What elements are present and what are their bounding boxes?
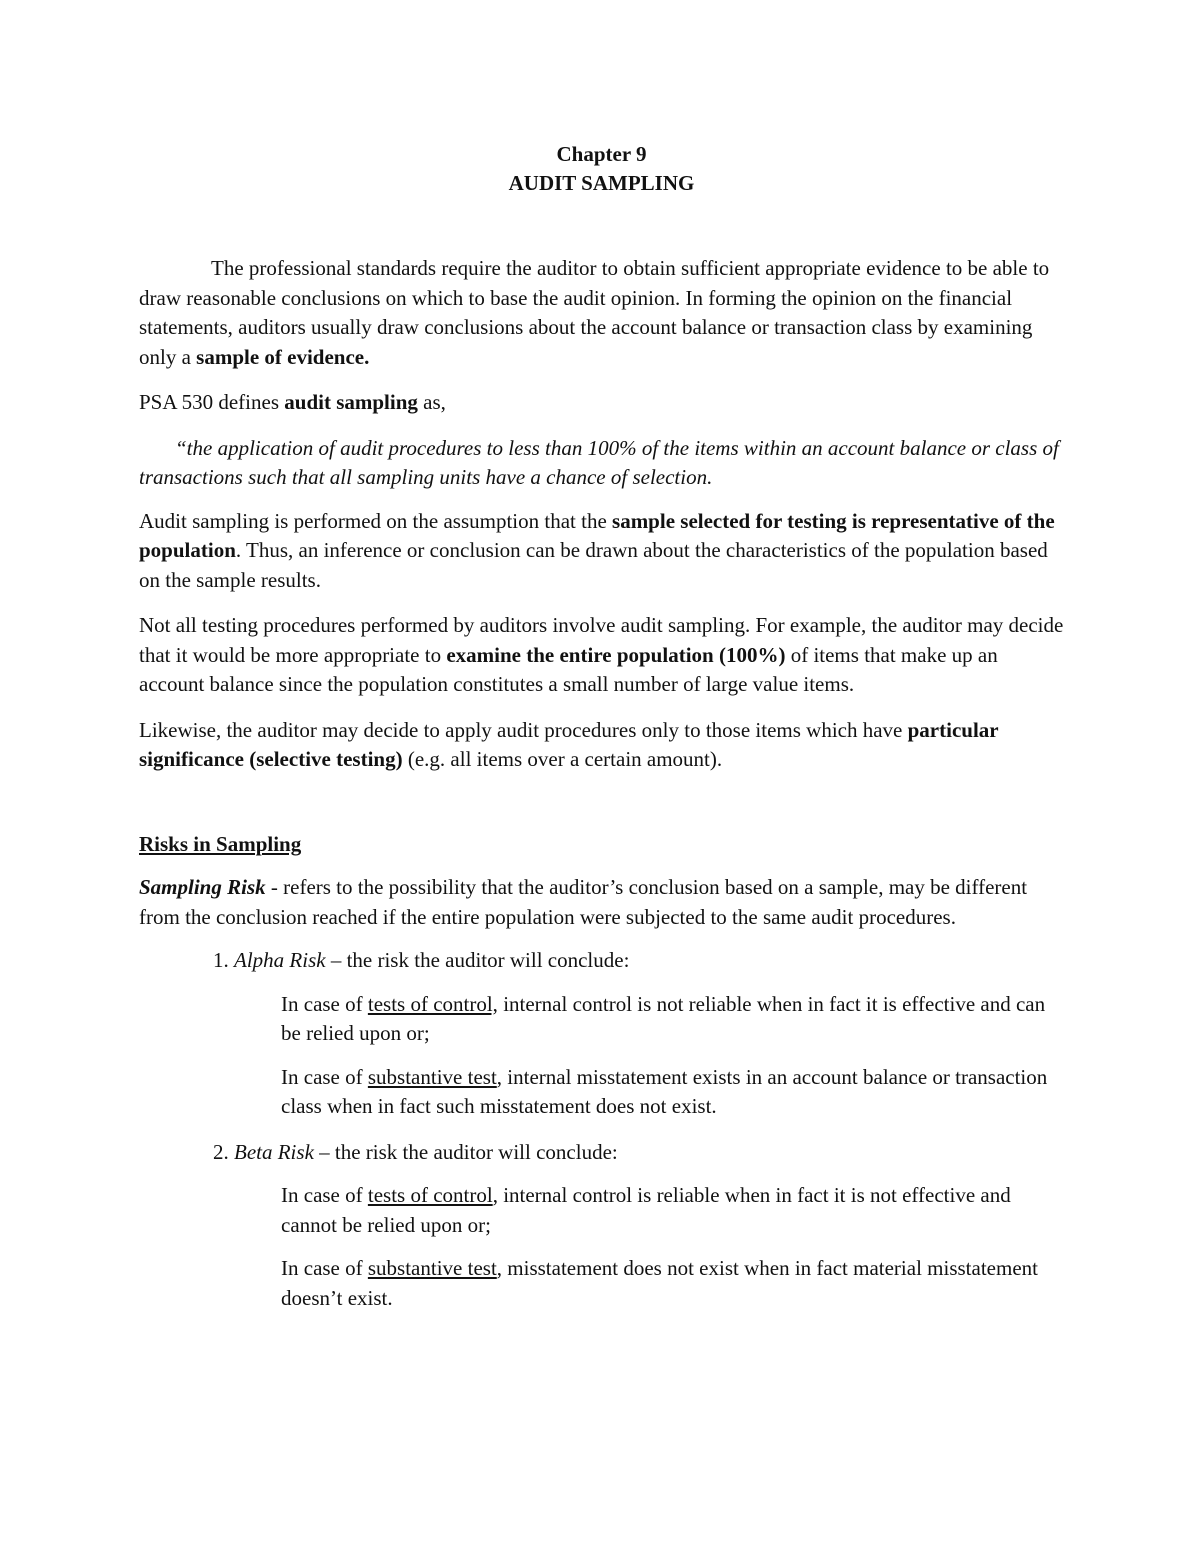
risks-heading: Risks in Sampling (139, 831, 302, 856)
chapter-title: AUDIT SAMPLING (508, 171, 695, 195)
sampling-risk-text: - refers to the possibility that the auditor’s conclusion based on a sample, may be different from the conclusion reached if the entire population were subjected to the same audit procedures. (139, 875, 1028, 929)
beta-case-substantive-underline: substantive test (367, 1256, 497, 1280)
entire-bold: examine the entire population (100%) (446, 642, 786, 667)
definition-suffix: as, (417, 390, 446, 414)
alpha-term: Alpha Risk (234, 948, 326, 972)
intro-paragraph (139, 254, 1064, 372)
beta-case-control-suffix: , internal control is reliable when in fact it is not effective and cannot be relied upon or; (281, 1183, 1011, 1237)
alpha-text: – the risk the auditor will conclude: (325, 948, 630, 972)
beta-case-control (139, 1181, 1064, 1240)
chapter-number: Chapter 9 (556, 142, 647, 166)
beta-term: Beta Risk (234, 1139, 314, 1164)
definition-prefix: PSA 530 defines (139, 390, 285, 414)
entire-population-paragraph (139, 611, 1064, 700)
intro-text: The professional standards require the auditor to obtain sufficient appropriate evidence to be able to draw reasonable conclusions on which to base the audit opinion. In forming the opinion on the financial statements, auditors usually draw conclusions about the account balance or transaction class by examining only a (139, 256, 1050, 369)
entire-suffix: of items that make up an account balance since the population constitutes a small number of large value items. (139, 642, 998, 696)
beta-case-substantive (139, 1254, 1064, 1313)
alpha-case-control (139, 990, 1064, 1049)
alpha-case-control-suffix: internal control is not reliable when in fact it is effective and can be relied upon or; (281, 991, 1046, 1045)
beta-case-control-prefix: In case of (281, 1183, 368, 1207)
beta-text: – the risk the auditor will conclude: (313, 1139, 618, 1164)
alpha-case-substantive (139, 1063, 1064, 1122)
definition-paragraph (139, 388, 1064, 418)
alpha-number: 1. (213, 948, 234, 972)
beta-risk-item (139, 1138, 1064, 1168)
alpha-case-substantive-prefix: In case of (281, 1064, 368, 1089)
definition-quote: “the application of audit procedures to less than 100% of the items within an account balance or class of transactions such that all sampling units have a chance of selection. (139, 435, 1059, 489)
alpha-risk-item (139, 946, 1064, 976)
beta-case-substantive-suffix: , misstatement does not exist when in fact material misstatement doesn’t exist. (281, 1256, 1038, 1310)
representative-paragraph (139, 507, 1064, 596)
alpha-case-substantive-underline: substantive test (367, 1064, 497, 1089)
page-content (139, 140, 1064, 1313)
sampling-risk-paragraph (139, 873, 1064, 932)
representative-suffix: . Thus, an inference or conclusion can be drawn about the characteristics of the population based on the sample results. (139, 538, 1048, 592)
representative-bold: sample selected for testing is representative of the population (139, 508, 1055, 562)
selective-testing-paragraph (139, 716, 1064, 775)
selective-suffix: (e.g. all items over a certain amount). (402, 747, 723, 771)
selective-prefix: Likewise, the auditor may decide to apply audit procedures only to those items which have (139, 717, 908, 742)
alpha-case-control-underline: tests of control, (367, 991, 498, 1016)
representative-prefix: Audit sampling is performed on the assumption that the (139, 508, 613, 533)
beta-number: 2. (213, 1139, 234, 1164)
alpha-case-control-prefix: In case of (281, 991, 368, 1016)
beta-case-control-underline: tests of control (367, 1183, 493, 1207)
sampling-risk-term: Sampling Risk (139, 875, 266, 899)
definition-bold: audit sampling (284, 390, 418, 414)
intro-bold: sample of evidence. (196, 344, 370, 369)
alpha-case-substantive-suffix: , internal misstatement exists in an account balance or transaction class when in fact such misstatement does not exist. (281, 1064, 1048, 1118)
entire-prefix: Not all testing procedures performed by auditors involve audit sampling. For example, the auditor may decide that it would be more appropriate to (139, 613, 1064, 667)
selective-bold: particular significance (selective testing) (139, 717, 999, 771)
beta-case-substantive-prefix: In case of (281, 1256, 368, 1280)
